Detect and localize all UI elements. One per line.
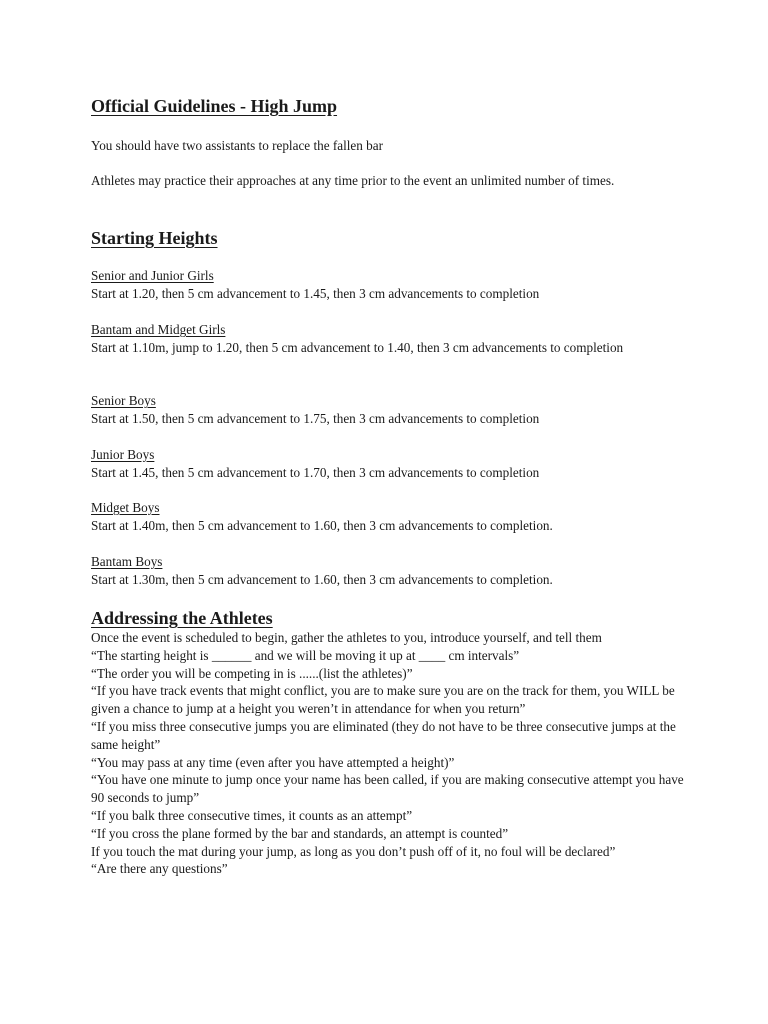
addressing-line: “The order you will be competing in is ......(list the athletes)”	[91, 665, 413, 681]
category-label: Bantam Boys	[91, 554, 163, 569]
category-senior-junior-girls	[91, 267, 671, 303]
addressing-athletes-body	[91, 629, 691, 878]
category-label: Bantam and Midget Girls	[91, 322, 226, 337]
category-label: Junior Boys	[91, 447, 155, 462]
category-text: Start at 1.20, then 5 cm advancement to 1.45, then 3 cm advancements to completion	[91, 286, 540, 301]
addressing-line: If you touch the mat during your jump, as long as you don’t push off of it, no foul will be declared”	[91, 843, 616, 859]
addressing-athletes-heading: Addressing the Athletes	[91, 608, 273, 628]
intro-paragraph-practice: Athletes may practice their approaches at any time prior to the event an unlimited number of times.	[91, 173, 615, 188]
category-text: Start at 1.50, then 5 cm advancement to 1.75, then 3 cm advancements to completion	[91, 411, 540, 426]
category-text: Start at 1.10m, jump to 1.20, then 5 cm advancement to 1.40, then 3 cm advancements to completion	[91, 340, 624, 355]
intro-paragraph-assistants: You should have two assistants to replace the fallen bar	[91, 138, 384, 153]
addressing-line: “If you miss three consecutive jumps you are eliminated (they do not have to be three consecutive jumps at the same height”	[91, 718, 676, 752]
category-senior-boys	[91, 392, 671, 428]
starting-heights-heading: Starting Heights	[91, 228, 218, 248]
document-title: Official Guidelines - High Jump	[91, 96, 338, 116]
category-midget-boys	[91, 499, 671, 535]
addressing-line: “If you balk three consecutive times, it counts as an attempt”	[91, 807, 413, 823]
addressing-line: “You have one minute to jump once your name has been called, if you are making consecutive attempt you have 90 seconds to jump”	[91, 772, 684, 806]
category-junior-boys	[91, 446, 671, 482]
addressing-line: Once the event is scheduled to begin, gather the athletes to you, introduce yourself, and tell them	[91, 630, 602, 645]
category-label: Senior Boys	[91, 393, 156, 408]
addressing-line: “Are there any questions”	[91, 861, 228, 877]
category-label: Midget Boys	[91, 500, 160, 515]
addressing-line: “If you cross the plane formed by the bar and standards, an attempt is counted”	[91, 825, 509, 841]
category-text: Start at 1.30m, then 5 cm advancement to 1.60, then 3 cm advancements to completion.	[91, 572, 553, 587]
category-text: Start at 1.40m, then 5 cm advancement to 1.60, then 3 cm advancements to completion.	[91, 518, 553, 533]
addressing-line: “The starting height is ______ and we will be moving it up at ____ cm intervals”	[91, 647, 520, 663]
category-bantam-midget-girls	[91, 321, 671, 357]
category-text: Start at 1.45, then 5 cm advancement to 1.70, then 3 cm advancements to completion	[91, 465, 540, 480]
addressing-line: “If you have track events that might conflict, you are to make sure you are on the track for them, you WILL be given a chance to jump at a height you weren’t in attendance for when you return”	[91, 683, 675, 717]
category-bantam-boys	[91, 553, 671, 589]
category-label: Senior and Junior Girls	[91, 268, 214, 283]
addressing-line: “You may pass at any time (even after you have attempted a height)”	[91, 754, 455, 770]
